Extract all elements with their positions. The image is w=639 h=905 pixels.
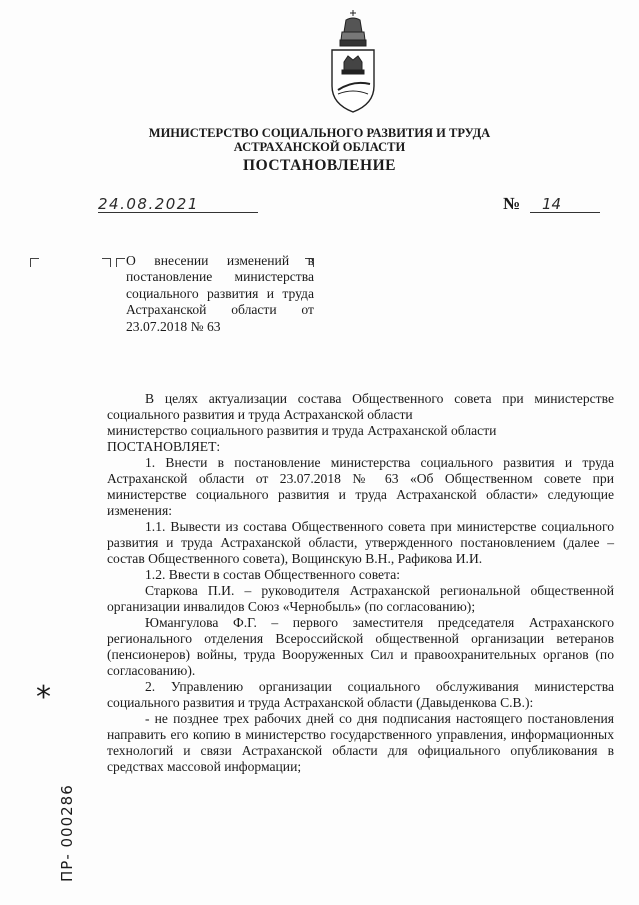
margin-asterisk: * [36, 680, 51, 715]
document-subject: О внесении изменений в постановление министерства социального развития и труда Астраханской области от 23.07.2018 № 63 [126, 253, 314, 334]
number-label: № [503, 194, 521, 213]
paragraph-1-2: 1.2. Ввести в состав Общественного совета: [145, 567, 401, 582]
document-body [107, 391, 614, 775]
ministry-name-line2: АСТРАХАНСКОЙ ОБЛАСТИ [233, 140, 406, 154]
ministry-name-line1: МИНИСТЕРСТВО СОЦИАЛЬНОГО РАЗВИТИЯ И ТРУДА [148, 126, 491, 140]
corner-bracket-left [30, 258, 39, 267]
ministry-name [0, 126, 639, 154]
document-type-title: ПОСТАНОВЛЕНИЕ [243, 157, 396, 174]
decree-word: ПОСТАНОВЛЯЕТ: [107, 439, 221, 454]
coat-of-arms-emblem [328, 6, 378, 118]
intro-paragraph: В целях актуализации состава Общественного совета при министерстве социального развития и труда Астраханской области [107, 391, 614, 422]
paragraph-2-dash: - не позднее трех рабочих дней со дня подписания настоящего постановления направить его копию в министерство государственного управления, информационных технологий и связи Астраханской области для официального опубликования в средствах массовой информации; [107, 711, 614, 774]
document-number: 14 [530, 196, 600, 213]
new-member-2: Юмангулова Ф.Г. – первого заместителя председателя Астраханского регионального отделения Всероссийской общественной организации ветеранов (пенсионеров) войны, труда Вооруженных Сил и правоохранительных органов (по согласованию). [107, 615, 614, 678]
registration-stamp: ПР- 000286 [58, 784, 76, 882]
paragraph-1-1: 1.1. Вывести из состава Общественного совета при министерстве социального развития и труда Астраханской области, утвержденного постановлением (далее – состав Общественного совета), Вощинскую В.Н., Рафикова И.И. [107, 519, 614, 566]
paragraph-2: 2. Управлению организации социального обслуживания министерства социального развития и труда Астраханской области (Давыденкова С.В.): [107, 679, 614, 710]
corner-bracket-subject-left [102, 258, 111, 267]
new-member-1: Старкова П.И. – руководителя Астраханской региональной общественной организации инвалидов Союз «Чернобыль» (по согласованию); [107, 583, 614, 614]
paragraph-1: 1. Внести в постановление министерства социального развития и труда Астраханской области от 23.07.2018 № 63 «Об Общественном совете при министерстве социального развития и труда Астраханской области» следующие изменения: [107, 455, 614, 518]
intro-authority: министерство социального развития и труда Астраханской области [107, 423, 497, 438]
document-date: 24.08.2021 [98, 196, 258, 213]
corner-bracket-subject-start [116, 258, 125, 267]
